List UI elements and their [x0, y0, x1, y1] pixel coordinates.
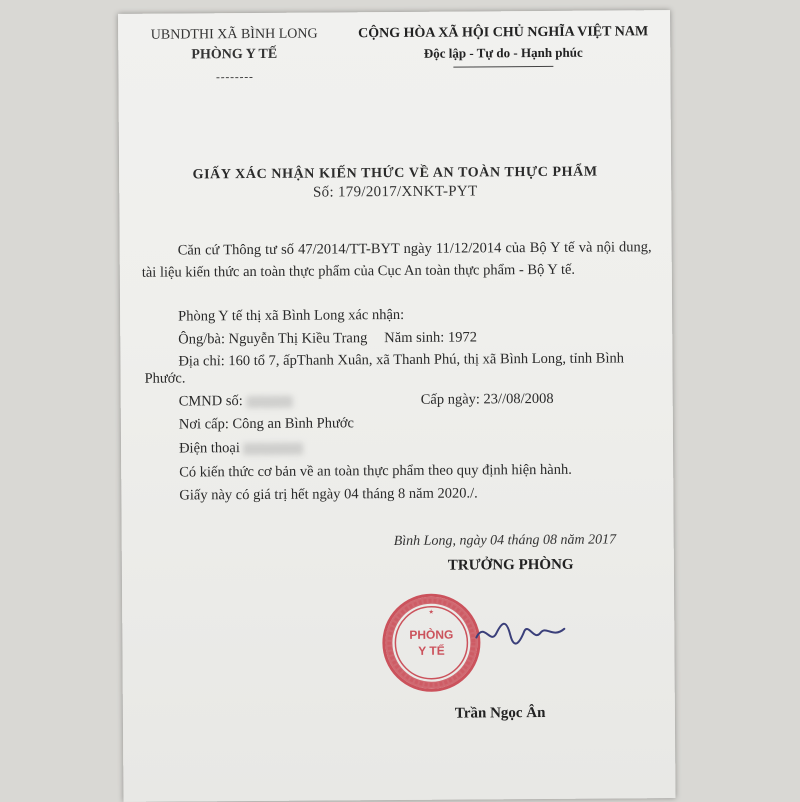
handwritten-signature [472, 611, 572, 652]
svg-text:★: ★ [428, 608, 434, 616]
phone-label: Điện thoại [178, 440, 240, 457]
knowledge-statement: Có kiến thức cơ bản về an toàn thực phẩm theo quy định hiện hành. [179, 461, 572, 481]
issuing-authority [134, 24, 334, 85]
department-name: PHÒNG Y TẾ [191, 46, 278, 63]
validity-statement: Giấy này có giá trị hết ngày 04 tháng 8 năm 2020./. [179, 485, 478, 504]
motto-underline [453, 66, 553, 68]
official-seal [382, 593, 481, 692]
id-issue-date: Cấp ngày: 23//08/2008 [420, 390, 554, 408]
birth-year: Năm sinh: 1972 [384, 329, 477, 347]
redacted-id-number [246, 395, 292, 407]
id-number-label: CMND số: [178, 393, 243, 410]
country-name: CỘNG HÒA XÃ HỘI CHỦ NGHĨA VIỆT NAM [358, 24, 649, 42]
seal-line-1: PHÒNG [409, 627, 454, 642]
confirmation-line: Phòng Y tế thị xã Bình Long xác nhận: [178, 306, 405, 325]
redacted-phone-number [243, 442, 303, 454]
id-issue-place: Nơi cấp: Công an Bình Phước [178, 415, 354, 433]
document-title: GIẤY XÁC NHẬN KIẾN THỨC VỀ AN TOÀN THỰC PHẨM [192, 164, 598, 183]
national-motto: Độc lập - Tự do - Hạnh phúc [423, 44, 583, 61]
id-number-row [179, 390, 293, 413]
seal-center-text [385, 626, 477, 659]
phone-row [179, 437, 304, 460]
address-line-2: Phước. [144, 370, 186, 387]
holder-name: Ông/bà: Nguyễn Thị Kiều Trang [178, 330, 368, 348]
signer-name: Trần Ngọc Ân [454, 704, 546, 722]
document-number: Số: 179/2017/XNKT-PYT [312, 183, 478, 201]
national-header [340, 22, 666, 68]
document-page [118, 10, 675, 802]
signer-title: TRƯỞNG PHÒNG [447, 556, 574, 574]
place-and-date: Bình Long, ngày 04 tháng 08 năm 2017 [393, 532, 617, 550]
address-line-1: Địa chỉ: 160 tổ 7, ấpThanh Xuân, xã Thanh Phú, thị xã Bình Long, tỉnh Bình [178, 350, 625, 370]
header-divider [134, 64, 334, 85]
authority-name: UBNDTHI XÃ BÌNH LONG [150, 26, 318, 43]
legal-basis-paragraph: Căn cứ Thông tư số 47/2014/TT-BYT ngày 11/12/2014 của Bộ Y tế và nội dung, tài liệu kiến thức an toàn thực phẩm của Cục An toàn thực phẩm - Bộ Y tế. [141, 239, 652, 281]
seal-line-2: Y TẾ [418, 643, 445, 658]
